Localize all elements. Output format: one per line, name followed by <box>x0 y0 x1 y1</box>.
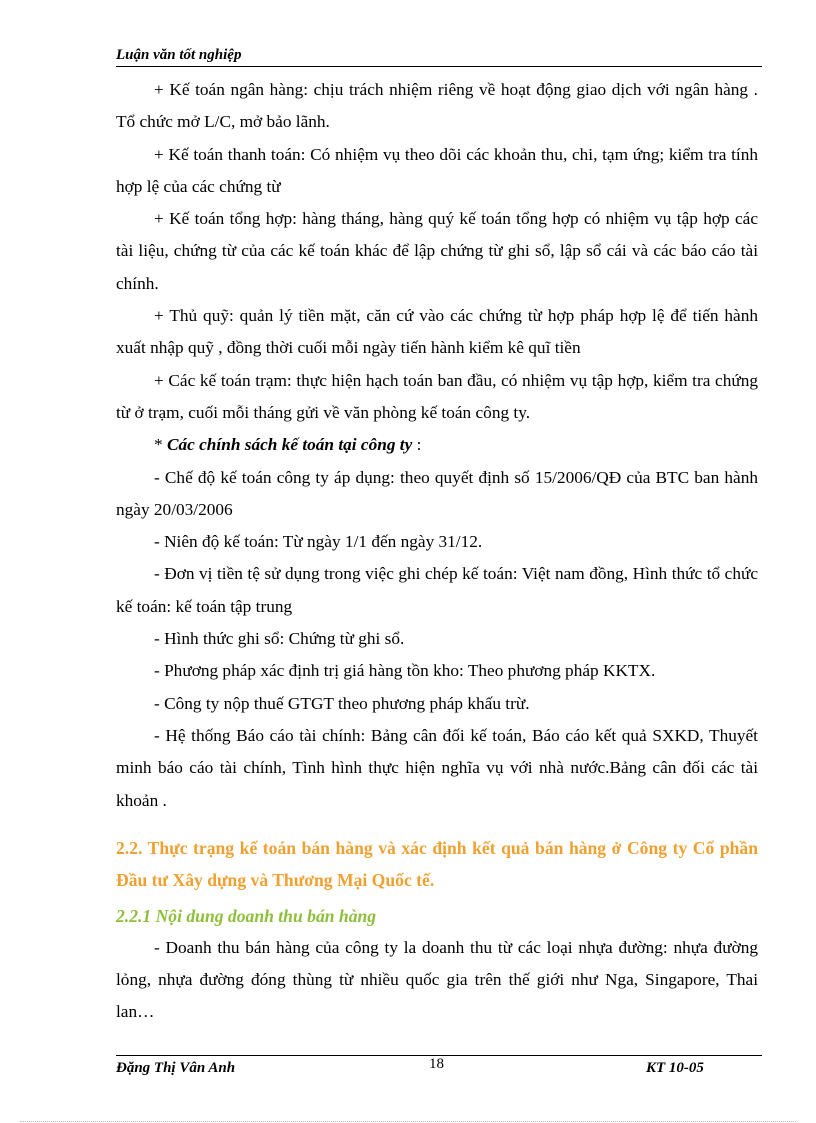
paragraph-payment-accountant: + Kế toán thanh toán: Có nhiệm vụ theo dõi các khoản thu, chi, tạm ứng; kiểm tra tính hợp lệ của các chứng từ <box>116 144 758 196</box>
policy-title-line <box>116 429 758 461</box>
policy-item: - Chế độ kế toán công ty áp dụng: theo quyết định số 15/2006/QĐ của BTC ban hành ngày 20/03/2006 <box>116 467 758 519</box>
policy-title: Các chính sách kế toán tại công ty <box>166 435 413 455</box>
policy-prefix: * <box>154 435 167 455</box>
section-heading: 2.2. Thực trạng kế toán bán hàng và xác định kết quả bán hàng ở Công ty Cổ phần Đầu tư Xây dựng và Thương Mại Quốc tế. <box>116 837 758 890</box>
document-body <box>116 74 758 1029</box>
paragraph-bank-accountant: + Kế toán ngân hàng: chịu trách nhiệm riêng về hoạt động giao dịch với ngân hàng . Tổ chức mở L/C, mở bảo lãnh. <box>116 80 758 132</box>
paragraph-revenue: - Doanh thu bán hàng của công ty la doanh thu từ các loại nhựa đường: nhựa đường lỏng, nhựa đường đóng thùng từ nhiều quốc gia trên thế giới như Nga, Singapore, Thai lan… <box>116 937 758 1022</box>
paragraph-station-accountant: + Các kế toán trạm: thực hiện hạch toán ban đầu, có nhiệm vụ tập hợp, kiểm tra chứng từ ở trạm, cuối mỗi tháng gửi về văn phòng kế toán công ty. <box>116 370 758 422</box>
page-number: 18 <box>429 1056 444 1072</box>
paragraph-general-accountant: + Kế toán tổng hợp: hàng tháng, hàng quý kế toán tổng hợp có nhiệm vụ tập hợp các tài liệu, chứng từ của các kế toán khác để lập chứng từ ghi sổ, lập sổ cái và các báo cáo tài chính. <box>116 209 758 293</box>
policy-item: - Công ty nộp thuế GTGT theo phương pháp khấu trừ. <box>154 693 530 713</box>
policy-item: - Đơn vị tiền tệ sử dụng trong việc ghi chép kế toán: Việt nam đồng, Hình thức tổ chức kế toán: kế toán tập trung <box>116 564 758 616</box>
policy-item: - Niên độ kế toán: Từ ngày 1/1 đến ngày 31/12. <box>154 532 483 552</box>
paragraph-cashier: + Thủ quỹ: quản lý tiền mặt, căn cứ vào các chứng từ hợp pháp hợp lệ để tiến hành xuất nhập quỹ , đồng thời cuối mỗi ngày tiến hành kiểm kê quĩ tiền <box>116 306 758 358</box>
policy-item: - Phương pháp xác định trị giá hàng tồn kho: Theo phương pháp KKTX. <box>154 661 656 681</box>
policy-item: - Hình thức ghi sổ: Chứng từ ghi sổ. <box>154 629 405 649</box>
page-header: Luận văn tốt nghiệp <box>116 45 762 67</box>
page-bottom-dotted-border <box>20 1121 796 1122</box>
policy-item: - Hệ thống Báo cáo tài chính: Bảng cân đối kế toán, Báo cáo kết quả SXKD, Thuyết minh báo cáo tài chính, Tình hình thực hiện nghĩa vụ với nhà nước.Bảng cân đối các tài khoản . <box>116 725 758 810</box>
policy-suffix: : <box>412 435 422 455</box>
subsection-heading: 2.2.1 Nội dung doanh thu bán hàng <box>116 905 377 926</box>
footer-author: Đặng Thị Vân Anh <box>116 1060 236 1076</box>
footer-class-code: KT 10-05 <box>646 1060 704 1076</box>
